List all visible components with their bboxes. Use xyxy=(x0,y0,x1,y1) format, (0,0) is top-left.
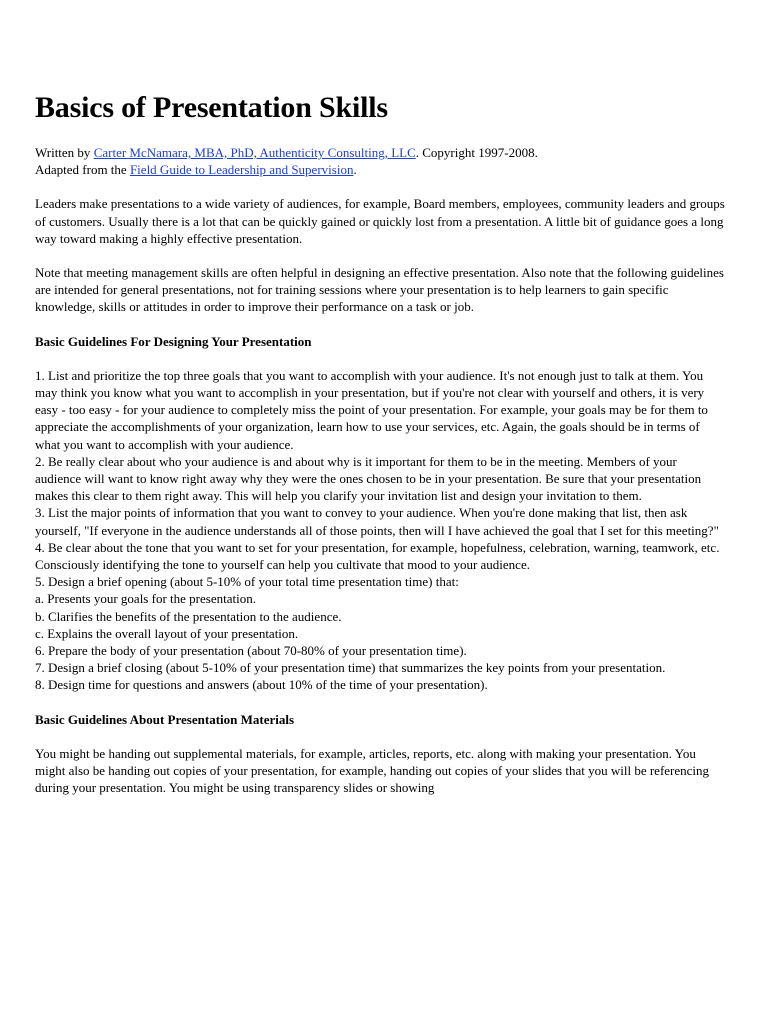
byline-adapted-suffix: . xyxy=(353,162,357,178)
byline xyxy=(35,144,725,178)
guideline-list xyxy=(35,367,725,694)
intro-paragraph: Note that meeting management skills are often helpful in designing an effective presentation. Also note that the following guidelines are intended for general presentations, not for training sessions where your presentation is to help learners to gain specific knowledge, skills or attitudes in order to improve their performance on a task or job. xyxy=(35,265,724,315)
list-item: 5. Design a brief opening (about 5-10% of your total time presentation time) that: xyxy=(35,574,459,590)
list-item: 1. List and prioritize the top three goals that you want to accomplish with your audience. It's not enough just to talk at them. You may think you know what you want to accomplish in your presentation, but if you're not clear with yourself and others, it is very easy - too easy - for your audience to completely miss the point of your presentation. For example, your goals may be for them to appreciate the accomplishments of your organization, learn how to use your services, etc. Again, the goals should be in terms of what you want to accomplish with your audience. xyxy=(35,367,708,452)
byline-copyright: . Copyright 1997-2008. xyxy=(415,145,538,160)
list-item: 2. Be really clear about who your audience is and about why is it important for them to be in the meeting. Members of your audience will want to know right away why they were the ones chosen to be in your presentation. Be sure that your presentation makes this clear to them right away. This will help you clarify your invitation list and design your invitation to them. xyxy=(35,453,702,504)
list-item: c. Explains the overall layout of your presentation. xyxy=(35,625,299,641)
source-link[interactable]: Field Guide to Leadership and Supervision xyxy=(129,162,354,178)
list-item: 8. Design time for questions and answers (about 10% of the time of your presentation). xyxy=(35,677,488,693)
list-item: b. Clarifies the benefits of the presentation to the audience. xyxy=(35,608,342,624)
page-title: Basics of Presentation Skills xyxy=(35,91,388,124)
list-item: 3. List the major points of information that you want to convey to your audience. When you're done making that list, then ask yourself, "If everyone in the audience understands all of those points, then will I have achieved the goal that I set for this meeting?" xyxy=(35,505,719,538)
section-heading-designing: Basic Guidelines For Designing Your Presentation xyxy=(35,333,312,349)
list-item: 6. Prepare the body of your presentation (about 70-80% of your presentation time). xyxy=(35,643,467,659)
document-page xyxy=(35,90,725,814)
list-item: a. Presents your goals for the presentation. xyxy=(35,591,256,607)
byline-adapted-prefix: Adapted from the xyxy=(35,162,130,178)
list-item: 7. Design a brief closing (about 5-10% of your presentation time) that summarizes the key points from your presentation. xyxy=(35,660,666,676)
intro-paragraph: Leaders make presentations to a wide variety of audiences, for example, Board members, employees, community leaders and groups of customers. Usually there is a lot that can be quickly gained or quickly lost from a presentation. A little bit of guidance goes a long way toward making a highly effective presentation. xyxy=(35,196,725,246)
list-item: 4. Be clear about the tone that you want to set for your presentation, for example, hopefulness, celebration, warning, teamwork, etc. Consciously identifying the tone to yourself can help you cultivate that mood to your audience. xyxy=(35,539,720,573)
byline-written-prefix: Written by xyxy=(35,145,94,160)
author-link[interactable]: Carter McNamara, MBA, PhD, Authenticity Consulting, LLC xyxy=(93,145,416,160)
materials-paragraph: You might be handing out supplemental materials, for example, articles, reports, etc. along with making your presentation. You might also be handing out copies of your presentation, for example, handing out copies of your slides that you will be referencing during your presentation. You might be using transparency slides or showing xyxy=(35,745,710,796)
section-heading-materials: Basic Guidelines About Presentation Materials xyxy=(35,711,295,727)
